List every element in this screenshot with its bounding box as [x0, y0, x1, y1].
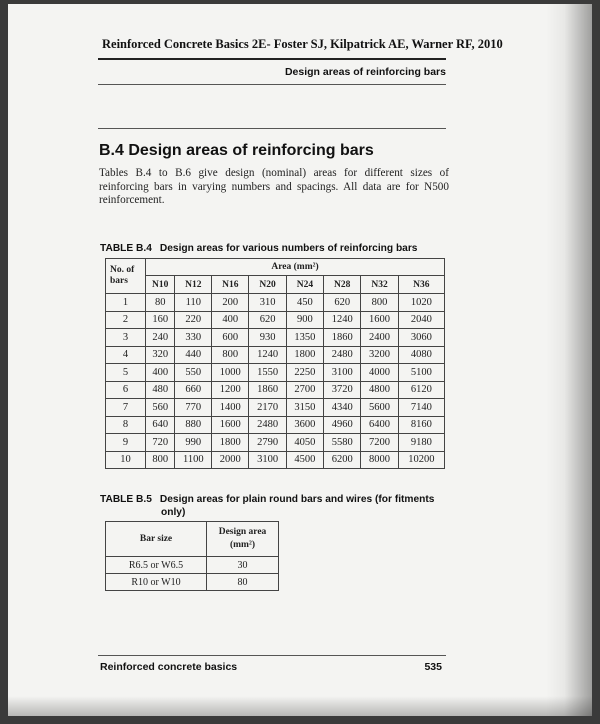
table-row: [106, 364, 445, 382]
area-cell: 550: [175, 364, 212, 382]
area-cell: 330: [175, 329, 212, 347]
area-cell: 880: [175, 416, 212, 434]
table-row: [106, 451, 445, 469]
area-cell: 620: [324, 294, 361, 312]
table-b5-label: TABLE B.5: [100, 494, 152, 505]
table-b4-label: TABLE B.4: [100, 243, 152, 254]
area-cell: 1240: [249, 346, 286, 364]
area-cell: 110: [175, 294, 212, 312]
table-row: [106, 399, 445, 417]
row-number-cell: 7: [106, 399, 146, 417]
table-b5-title-line1: Design areas for plain round bars and wires (for fitments: [159, 494, 435, 505]
table-row: [106, 557, 279, 574]
area-cell: 7140: [398, 399, 444, 417]
footer-rule: [98, 655, 446, 656]
area-cell: 620: [249, 311, 286, 329]
table-row: [106, 311, 445, 329]
area-cell: 3200: [361, 346, 398, 364]
col-header-n36: N36: [398, 276, 444, 294]
area-cell: 6200: [324, 451, 361, 469]
area-cell: 6400: [361, 416, 398, 434]
col-header-n20: N20: [249, 276, 286, 294]
running-head-rule: [98, 84, 446, 85]
bar-size-header-row: [106, 276, 445, 294]
table-row: [106, 416, 445, 434]
design-area-cell: 80: [207, 574, 279, 591]
area-cell: 1240: [324, 311, 361, 329]
area-cell: 1800: [286, 346, 323, 364]
row-number-cell: 3: [106, 329, 146, 347]
area-cell: 800: [146, 451, 175, 469]
intro-paragraph: Tables B.4 to B.6 give design (nominal) areas for different sizes of reinforcing bars in varying numbers and spacings. All data are for N500 reinforcement.: [99, 167, 449, 206]
area-cell: 3100: [249, 451, 286, 469]
col-header-n28: N28: [324, 276, 361, 294]
area-cell: 3150: [286, 399, 323, 417]
design-area-cell: 30: [207, 557, 279, 574]
area-cell: 1860: [249, 381, 286, 399]
area-cell: 8000: [361, 451, 398, 469]
row-number-cell: 2: [106, 311, 146, 329]
col-header-bar-size: Bar size: [106, 522, 207, 557]
area-cell: 4050: [286, 434, 323, 452]
area-cell: 1600: [212, 416, 249, 434]
area-cell: 900: [286, 311, 323, 329]
running-head: Design areas of reinforcing bars: [284, 66, 446, 78]
table-b4-body: [106, 294, 445, 469]
area-cell: 1550: [249, 364, 286, 382]
area-cell: 1100: [175, 451, 212, 469]
section-title: B.4 Design areas of reinforcing bars: [99, 142, 374, 159]
area-cell: 9180: [398, 434, 444, 452]
area-cell: 930: [249, 329, 286, 347]
area-cell: 600: [212, 329, 249, 347]
section-top-rule: [98, 128, 446, 129]
col-header-n16: N16: [212, 276, 249, 294]
table-row: [106, 329, 445, 347]
table-row: [106, 346, 445, 364]
area-cell: 2480: [249, 416, 286, 434]
area-cell: 2250: [286, 364, 323, 382]
area-cell: 660: [175, 381, 212, 399]
table-row: [106, 294, 445, 312]
area-cell: 2700: [286, 381, 323, 399]
area-cell: 1860: [324, 329, 361, 347]
area-cell: 4340: [324, 399, 361, 417]
col-header-design-area: Design area (mm²): [207, 522, 279, 557]
area-cell: 5580: [324, 434, 361, 452]
table-row: [106, 381, 445, 399]
table-b4-title: Design areas for various numbers of reinforcing bars: [159, 243, 418, 254]
table-b5-title-line2: only): [161, 507, 186, 518]
area-cell: 800: [361, 294, 398, 312]
table-row: [106, 434, 445, 452]
area-cell: 240: [146, 329, 175, 347]
area-cell: 200: [212, 294, 249, 312]
row-number-cell: 5: [106, 364, 146, 382]
row-number-cell: 8: [106, 416, 146, 434]
area-cell: 10200: [398, 451, 444, 469]
area-cell: 5100: [398, 364, 444, 382]
col-header-n32: N32: [361, 276, 398, 294]
row-number-cell: 6: [106, 381, 146, 399]
area-cell: 400: [146, 364, 175, 382]
area-cell: 560: [146, 399, 175, 417]
col-header-n24: N24: [286, 276, 323, 294]
area-cell: 1020: [398, 294, 444, 312]
table-b5: [105, 521, 279, 591]
col-header-n10: N10: [146, 276, 175, 294]
row-number-cell: 10: [106, 451, 146, 469]
area-cell: 640: [146, 416, 175, 434]
area-cell: 400: [212, 311, 249, 329]
bar-size-cell: R10 or W10: [106, 574, 207, 591]
area-cell: 2170: [249, 399, 286, 417]
area-cell: 2040: [398, 311, 444, 329]
area-cell: 320: [146, 346, 175, 364]
area-cell: 3720: [324, 381, 361, 399]
area-cell: 3600: [286, 416, 323, 434]
area-cell: 440: [175, 346, 212, 364]
col-header-no-of-bars: No. of bars: [106, 259, 146, 294]
area-cell: 770: [175, 399, 212, 417]
page-bottom-shadow: [8, 696, 592, 716]
area-cell: 1200: [212, 381, 249, 399]
area-cell: 1800: [212, 434, 249, 452]
header-rule: [98, 58, 446, 60]
area-cell: 3100: [324, 364, 361, 382]
area-cell: 4960: [324, 416, 361, 434]
area-cell: 2000: [212, 451, 249, 469]
area-cell: 4080: [398, 346, 444, 364]
area-cell: 1600: [361, 311, 398, 329]
table-b5-body: [106, 557, 279, 591]
table-b4: [105, 258, 445, 469]
col-header-n12: N12: [175, 276, 212, 294]
area-cell: 450: [286, 294, 323, 312]
area-cell: 4800: [361, 381, 398, 399]
area-cell: 2400: [361, 329, 398, 347]
table-row: [106, 574, 279, 591]
book-title-header: Reinforced Concrete Basics 2E- Foster SJ, Kilpatrick AE, Warner RF, 2010: [102, 37, 503, 51]
area-cell: 4000: [361, 364, 398, 382]
area-cell: 2790: [249, 434, 286, 452]
area-cell: 4500: [286, 451, 323, 469]
col-header-area: Area (mm²): [146, 259, 445, 276]
table-b5-caption: [100, 493, 460, 519]
area-cell: 2480: [324, 346, 361, 364]
area-cell: 6120: [398, 381, 444, 399]
area-cell: 480: [146, 381, 175, 399]
area-cell: 310: [249, 294, 286, 312]
area-cell: 8160: [398, 416, 444, 434]
area-cell: 800: [212, 346, 249, 364]
table-b4-caption: [100, 242, 417, 255]
area-cell: 720: [146, 434, 175, 452]
row-number-cell: 1: [106, 294, 146, 312]
area-cell: 5600: [361, 399, 398, 417]
area-cell: 80: [146, 294, 175, 312]
row-number-cell: 9: [106, 434, 146, 452]
page-number: 535: [424, 661, 442, 673]
footer-title: Reinforced concrete basics: [100, 661, 238, 673]
area-cell: 990: [175, 434, 212, 452]
book-page: [8, 4, 592, 716]
area-cell: 220: [175, 311, 212, 329]
row-number-cell: 4: [106, 346, 146, 364]
area-cell: 3060: [398, 329, 444, 347]
area-cell: 1350: [286, 329, 323, 347]
area-cell: 1000: [212, 364, 249, 382]
area-cell: 7200: [361, 434, 398, 452]
area-cell: 1400: [212, 399, 249, 417]
bar-size-cell: R6.5 or W6.5: [106, 557, 207, 574]
area-cell: 160: [146, 311, 175, 329]
